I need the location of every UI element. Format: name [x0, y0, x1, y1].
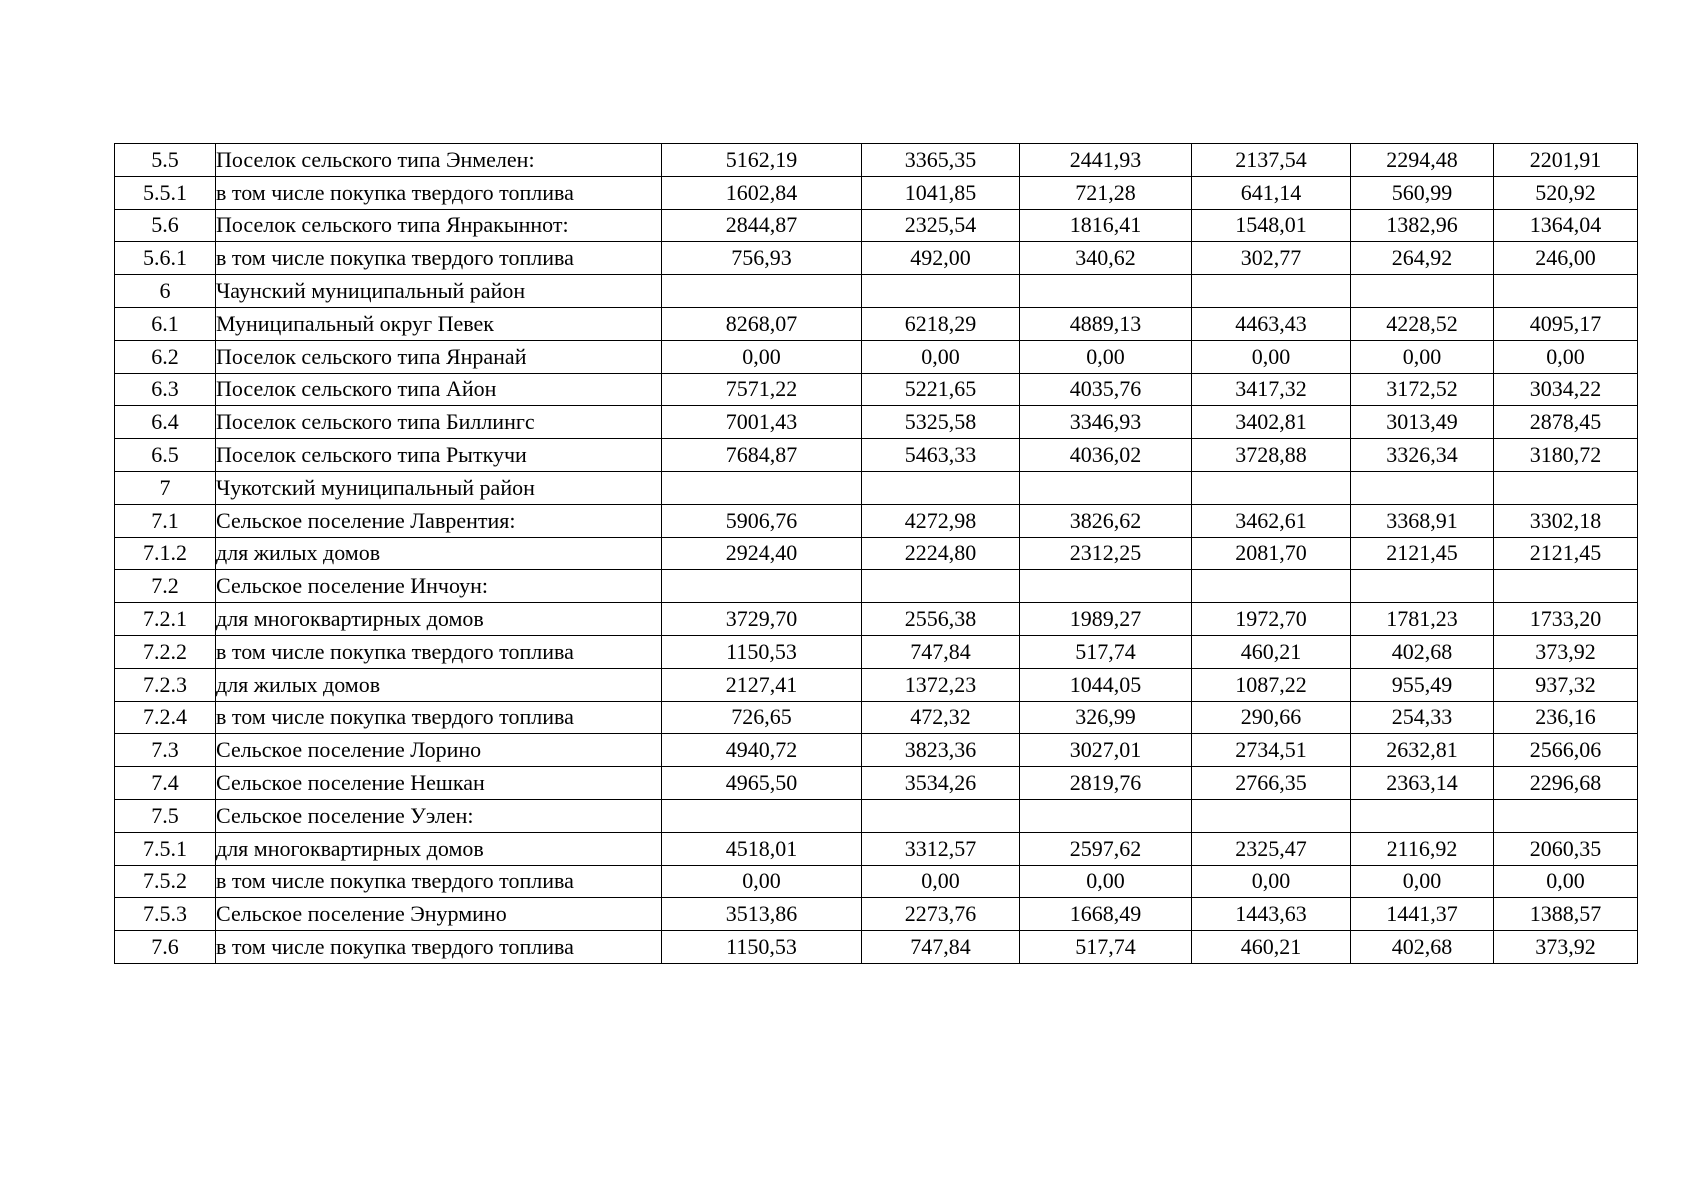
value-cell-4: 460,21 [1192, 931, 1351, 964]
row-number-cell: 7.2.4 [115, 701, 216, 734]
table-row [115, 799, 1638, 832]
value-cell-4 [1192, 799, 1351, 832]
table-row [115, 439, 1638, 472]
value-cell-6: 2296,68 [1494, 767, 1638, 800]
row-name-cell: для жилых домов [216, 668, 662, 701]
value-cell-6: 520,92 [1494, 176, 1638, 209]
value-cell-1: 4518,01 [662, 832, 862, 865]
table-body [115, 144, 1638, 964]
value-cell-4: 1972,70 [1192, 603, 1351, 636]
value-cell-2: 3823,36 [862, 734, 1020, 767]
value-cell-4: 3417,32 [1192, 373, 1351, 406]
table-row [115, 668, 1638, 701]
row-number-cell: 7.1 [115, 504, 216, 537]
value-cell-1: 8268,07 [662, 307, 862, 340]
value-cell-4: 2734,51 [1192, 734, 1351, 767]
value-cell-2: 1372,23 [862, 668, 1020, 701]
row-name-cell: в том числе покупка твердого топлива [216, 635, 662, 668]
row-number-cell: 7.2.3 [115, 668, 216, 701]
value-cell-1: 4940,72 [662, 734, 862, 767]
table-row [115, 603, 1638, 636]
table-row [115, 340, 1638, 373]
value-cell-3: 1044,05 [1020, 668, 1192, 701]
value-cell-2: 5221,65 [862, 373, 1020, 406]
value-cell-4: 0,00 [1192, 340, 1351, 373]
value-cell-1: 2127,41 [662, 668, 862, 701]
value-cell-3: 2597,62 [1020, 832, 1192, 865]
value-cell-6: 2201,91 [1494, 144, 1638, 177]
value-cell-3: 1989,27 [1020, 603, 1192, 636]
value-cell-6: 1733,20 [1494, 603, 1638, 636]
value-cell-1: 5906,76 [662, 504, 862, 537]
value-cell-1: 3513,86 [662, 898, 862, 931]
value-cell-5 [1351, 570, 1494, 603]
value-cell-4: 0,00 [1192, 865, 1351, 898]
value-cell-1: 5162,19 [662, 144, 862, 177]
row-number-cell: 5.5.1 [115, 176, 216, 209]
value-cell-2 [862, 471, 1020, 504]
row-number-cell: 5.6 [115, 209, 216, 242]
row-number-cell: 7 [115, 471, 216, 504]
value-cell-2: 747,84 [862, 635, 1020, 668]
value-cell-2: 0,00 [862, 340, 1020, 373]
value-cell-3: 2441,93 [1020, 144, 1192, 177]
value-cell-3 [1020, 799, 1192, 832]
value-cell-5: 2116,92 [1351, 832, 1494, 865]
value-cell-5: 3172,52 [1351, 373, 1494, 406]
value-cell-3: 3027,01 [1020, 734, 1192, 767]
value-cell-3: 3826,62 [1020, 504, 1192, 537]
value-cell-5: 402,68 [1351, 931, 1494, 964]
value-cell-6: 937,32 [1494, 668, 1638, 701]
value-cell-2 [862, 799, 1020, 832]
value-cell-5: 560,99 [1351, 176, 1494, 209]
value-cell-5: 254,33 [1351, 701, 1494, 734]
value-cell-3: 4889,13 [1020, 307, 1192, 340]
value-cell-2: 2273,76 [862, 898, 1020, 931]
value-cell-1: 1150,53 [662, 635, 862, 668]
row-number-cell: 6.3 [115, 373, 216, 406]
row-number-cell: 5.5 [115, 144, 216, 177]
row-number-cell: 7.2.1 [115, 603, 216, 636]
value-cell-1: 1150,53 [662, 931, 862, 964]
value-cell-2: 3312,57 [862, 832, 1020, 865]
value-cell-3 [1020, 471, 1192, 504]
value-cell-1: 7571,22 [662, 373, 862, 406]
value-cell-1 [662, 799, 862, 832]
row-name-cell: Поселок сельского типа Биллингс [216, 406, 662, 439]
row-number-cell: 6 [115, 275, 216, 308]
value-cell-6 [1494, 799, 1638, 832]
value-cell-5: 2294,48 [1351, 144, 1494, 177]
value-cell-5: 0,00 [1351, 865, 1494, 898]
value-cell-6: 2566,06 [1494, 734, 1638, 767]
value-cell-2 [862, 275, 1020, 308]
value-cell-4: 2325,47 [1192, 832, 1351, 865]
value-cell-5: 1382,96 [1351, 209, 1494, 242]
row-number-cell: 6.4 [115, 406, 216, 439]
row-name-cell: Поселок сельского типа Энмелен: [216, 144, 662, 177]
value-cell-3: 517,74 [1020, 931, 1192, 964]
value-cell-2: 5325,58 [862, 406, 1020, 439]
value-cell-6: 2121,45 [1494, 537, 1638, 570]
value-cell-2: 6218,29 [862, 307, 1020, 340]
value-cell-6: 1388,57 [1494, 898, 1638, 931]
value-cell-5: 1781,23 [1351, 603, 1494, 636]
table-row [115, 406, 1638, 439]
table-row [115, 471, 1638, 504]
value-cell-2 [862, 570, 1020, 603]
value-cell-4: 2766,35 [1192, 767, 1351, 800]
value-cell-6: 0,00 [1494, 340, 1638, 373]
value-cell-1: 756,93 [662, 242, 862, 275]
row-number-cell: 7.5.2 [115, 865, 216, 898]
row-name-cell: Поселок сельского типа Айон [216, 373, 662, 406]
value-cell-4: 290,66 [1192, 701, 1351, 734]
value-cell-4: 1443,63 [1192, 898, 1351, 931]
value-cell-6: 2060,35 [1494, 832, 1638, 865]
value-cell-3: 0,00 [1020, 865, 1192, 898]
value-cell-3: 1816,41 [1020, 209, 1192, 242]
table-row [115, 832, 1638, 865]
row-name-cell: для многоквартирных домов [216, 832, 662, 865]
row-number-cell: 7.5.3 [115, 898, 216, 931]
table-row [115, 701, 1638, 734]
table-row [115, 537, 1638, 570]
value-cell-2: 3365,35 [862, 144, 1020, 177]
value-cell-5: 3326,34 [1351, 439, 1494, 472]
value-cell-4 [1192, 570, 1351, 603]
value-cell-5: 3013,49 [1351, 406, 1494, 439]
table-row [115, 209, 1638, 242]
row-number-cell: 7.2.2 [115, 635, 216, 668]
row-number-cell: 6.5 [115, 439, 216, 472]
value-cell-3: 1668,49 [1020, 898, 1192, 931]
table-row [115, 570, 1638, 603]
row-number-cell: 7.5 [115, 799, 216, 832]
row-number-cell: 7.5.1 [115, 832, 216, 865]
value-cell-5 [1351, 275, 1494, 308]
row-name-cell: Сельское поселение Лорино [216, 734, 662, 767]
value-cell-6: 0,00 [1494, 865, 1638, 898]
row-number-cell: 7.4 [115, 767, 216, 800]
value-cell-1: 726,65 [662, 701, 862, 734]
value-cell-4: 2137,54 [1192, 144, 1351, 177]
value-cell-3: 2819,76 [1020, 767, 1192, 800]
row-number-cell: 6.2 [115, 340, 216, 373]
value-cell-3: 0,00 [1020, 340, 1192, 373]
value-cell-1: 7001,43 [662, 406, 862, 439]
value-cell-5 [1351, 799, 1494, 832]
row-number-cell: 7.1.2 [115, 537, 216, 570]
value-cell-3: 340,62 [1020, 242, 1192, 275]
value-cell-6: 236,16 [1494, 701, 1638, 734]
value-cell-3: 3346,93 [1020, 406, 1192, 439]
value-cell-4: 4463,43 [1192, 307, 1351, 340]
value-cell-4 [1192, 275, 1351, 308]
value-cell-1: 2844,87 [662, 209, 862, 242]
value-cell-4: 302,77 [1192, 242, 1351, 275]
row-name-cell: Поселок сельского типа Рыткучи [216, 439, 662, 472]
value-cell-3: 517,74 [1020, 635, 1192, 668]
value-cell-1: 0,00 [662, 865, 862, 898]
value-cell-5: 955,49 [1351, 668, 1494, 701]
row-name-cell: в том числе покупка твердого топлива [216, 176, 662, 209]
value-cell-6: 3180,72 [1494, 439, 1638, 472]
value-cell-6 [1494, 570, 1638, 603]
value-cell-1 [662, 471, 862, 504]
row-name-cell: в том числе покупка твердого топлива [216, 242, 662, 275]
value-cell-1: 3729,70 [662, 603, 862, 636]
row-name-cell: Сельское поселение Нешкан [216, 767, 662, 800]
value-cell-5: 402,68 [1351, 635, 1494, 668]
row-name-cell: Сельское поселение Уэлен: [216, 799, 662, 832]
value-cell-2: 4272,98 [862, 504, 1020, 537]
value-cell-2: 0,00 [862, 865, 1020, 898]
row-name-cell: для жилых домов [216, 537, 662, 570]
value-cell-6 [1494, 275, 1638, 308]
row-number-cell: 7.6 [115, 931, 216, 964]
row-number-cell: 6.1 [115, 307, 216, 340]
table-row [115, 635, 1638, 668]
value-cell-1: 4965,50 [662, 767, 862, 800]
row-name-cell: Поселок сельского типа Янракыннот: [216, 209, 662, 242]
value-cell-6: 4095,17 [1494, 307, 1638, 340]
value-cell-4: 2081,70 [1192, 537, 1351, 570]
table-row [115, 504, 1638, 537]
row-name-cell: Сельское поселение Инчоун: [216, 570, 662, 603]
value-cell-3: 4035,76 [1020, 373, 1192, 406]
value-cell-1: 0,00 [662, 340, 862, 373]
value-cell-2: 3534,26 [862, 767, 1020, 800]
value-cell-3: 4036,02 [1020, 439, 1192, 472]
table-row [115, 373, 1638, 406]
table-row [115, 176, 1638, 209]
row-number-cell: 5.6.1 [115, 242, 216, 275]
value-cell-6: 373,92 [1494, 635, 1638, 668]
value-cell-3: 2312,25 [1020, 537, 1192, 570]
row-name-cell: Сельское поселение Лаврентия: [216, 504, 662, 537]
value-cell-4: 641,14 [1192, 176, 1351, 209]
value-cell-3 [1020, 275, 1192, 308]
table-row [115, 144, 1638, 177]
value-cell-5: 2632,81 [1351, 734, 1494, 767]
table-row [115, 865, 1638, 898]
value-cell-5: 3368,91 [1351, 504, 1494, 537]
row-name-cell: для многоквартирных домов [216, 603, 662, 636]
row-name-cell: Сельское поселение Энурмино [216, 898, 662, 931]
value-cell-1: 2924,40 [662, 537, 862, 570]
value-cell-3 [1020, 570, 1192, 603]
value-cell-5: 4228,52 [1351, 307, 1494, 340]
value-cell-5: 264,92 [1351, 242, 1494, 275]
value-cell-1: 7684,87 [662, 439, 862, 472]
value-cell-2: 5463,33 [862, 439, 1020, 472]
row-name-cell: в том числе покупка твердого топлива [216, 701, 662, 734]
value-cell-2: 2556,38 [862, 603, 1020, 636]
value-cell-1 [662, 570, 862, 603]
value-cell-1: 1602,84 [662, 176, 862, 209]
value-cell-4 [1192, 471, 1351, 504]
value-cell-4: 1087,22 [1192, 668, 1351, 701]
value-cell-5: 2363,14 [1351, 767, 1494, 800]
row-name-cell: Чукотский муниципальный район [216, 471, 662, 504]
table-row [115, 931, 1638, 964]
value-cell-6: 3302,18 [1494, 504, 1638, 537]
value-cell-2: 1041,85 [862, 176, 1020, 209]
value-cell-2: 472,32 [862, 701, 1020, 734]
table-row [115, 242, 1638, 275]
table-row [115, 767, 1638, 800]
value-cell-4: 460,21 [1192, 635, 1351, 668]
value-cell-6: 373,92 [1494, 931, 1638, 964]
row-number-cell: 7.2 [115, 570, 216, 603]
row-name-cell: в том числе покупка твердого топлива [216, 865, 662, 898]
table-row [115, 307, 1638, 340]
value-cell-4: 3728,88 [1192, 439, 1351, 472]
value-cell-6: 2878,45 [1494, 406, 1638, 439]
value-cell-4: 3462,61 [1192, 504, 1351, 537]
row-name-cell: в том числе покупка твердого топлива [216, 931, 662, 964]
table-row [115, 734, 1638, 767]
table-row [115, 898, 1638, 931]
value-cell-5: 0,00 [1351, 340, 1494, 373]
value-cell-4: 1548,01 [1192, 209, 1351, 242]
value-cell-6 [1494, 471, 1638, 504]
value-cell-5: 1441,37 [1351, 898, 1494, 931]
value-cell-6: 246,00 [1494, 242, 1638, 275]
value-cell-6: 1364,04 [1494, 209, 1638, 242]
table-row [115, 275, 1638, 308]
value-cell-5 [1351, 471, 1494, 504]
value-cell-4: 3402,81 [1192, 406, 1351, 439]
row-number-cell: 7.3 [115, 734, 216, 767]
value-cell-3: 721,28 [1020, 176, 1192, 209]
tariff-table [114, 143, 1638, 964]
value-cell-3: 326,99 [1020, 701, 1192, 734]
value-cell-2: 2224,80 [862, 537, 1020, 570]
value-cell-2: 2325,54 [862, 209, 1020, 242]
value-cell-2: 492,00 [862, 242, 1020, 275]
value-cell-6: 3034,22 [1494, 373, 1638, 406]
row-name-cell: Поселок сельского типа Янранай [216, 340, 662, 373]
value-cell-1 [662, 275, 862, 308]
value-cell-2: 747,84 [862, 931, 1020, 964]
value-cell-5: 2121,45 [1351, 537, 1494, 570]
row-name-cell: Муниципальный округ Певек [216, 307, 662, 340]
row-name-cell: Чаунский муниципальный район [216, 275, 662, 308]
